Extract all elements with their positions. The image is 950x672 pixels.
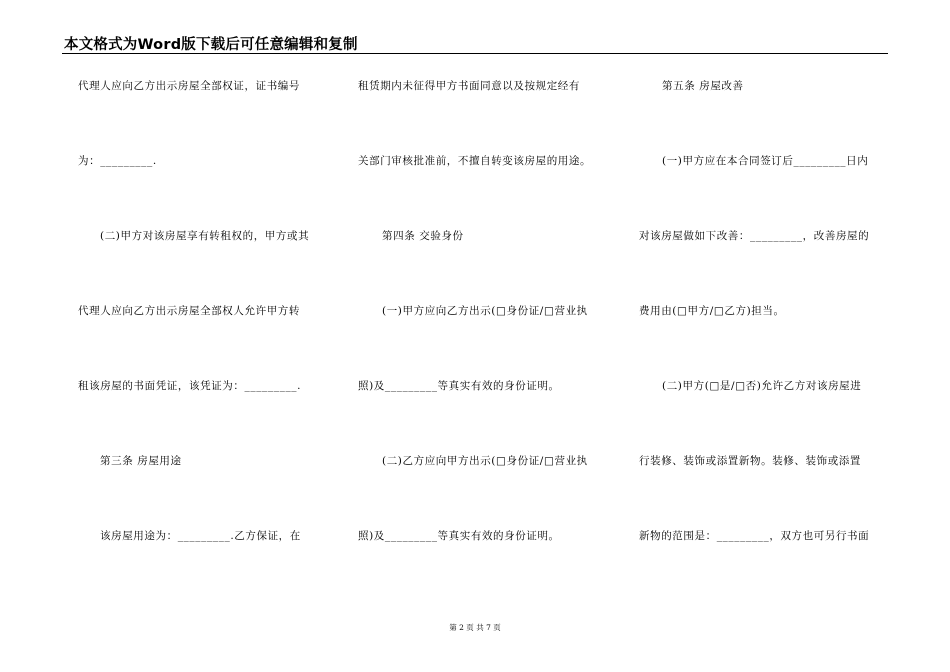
header-divider	[62, 53, 888, 54]
col3-line-6: 行装修、装饰或添置新物。装修、装饰或添置	[639, 455, 861, 467]
col3-line-1: 第五条 房屋改善	[662, 80, 744, 92]
col2-line-3: 第四条 交验身份	[382, 230, 464, 242]
col2-line-1: 租赁期内未征得甲方书面同意以及按规定经有	[358, 80, 580, 92]
col1-line-1: 代理人应向乙方出示房屋全部权证，证书编号	[78, 80, 300, 92]
col2-line-2: 关部门审核批准前，不擅自转变该房屋的用途。	[358, 155, 592, 167]
col2-line-5: 照)及_________等真实有效的身份证明。	[358, 380, 560, 392]
col1-line-5: 租该房屋的书面凭证，该凭证为：_________.	[78, 380, 302, 392]
document-header-title: 本文格式为Word版下载后可任意编辑和复制	[64, 37, 358, 53]
col1-line-2: 为：_________.	[78, 155, 157, 167]
col3-line-2: (一)甲方应在本合同签订后_________日内	[662, 155, 869, 167]
col1-line-6: 第三条 房屋用途	[100, 455, 182, 467]
col1-line-4: 代理人应向乙方出示房屋全部权人允许甲方转	[78, 305, 300, 317]
col1-line-7: 该房屋用途为：_________.乙方保证，在	[100, 530, 301, 542]
col3-line-3: 对该房屋做如下改善：_________，改善房屋的	[639, 230, 870, 242]
col2-line-7: 照)及_________等真实有效的身份证明。	[358, 530, 560, 542]
page-number: 第 2 页 共 7 页	[449, 623, 501, 632]
col2-line-6: (二)乙方应向甲方出示(□身份证/□营业执	[382, 455, 588, 467]
col3-line-5: (二)甲方(□是/□否)允许乙方对该房屋进	[662, 380, 862, 392]
col3-line-4: 费用由(□甲方/□乙方)担当。	[639, 305, 785, 317]
col2-line-4: (一)甲方应向乙方出示(□身份证/□营业执	[382, 305, 588, 317]
col3-line-7: 新物的范围是：_________，双方也可另行书面	[639, 530, 870, 542]
col1-line-3: (二)甲方对该房屋享有转租权的，甲方或其	[100, 230, 310, 242]
